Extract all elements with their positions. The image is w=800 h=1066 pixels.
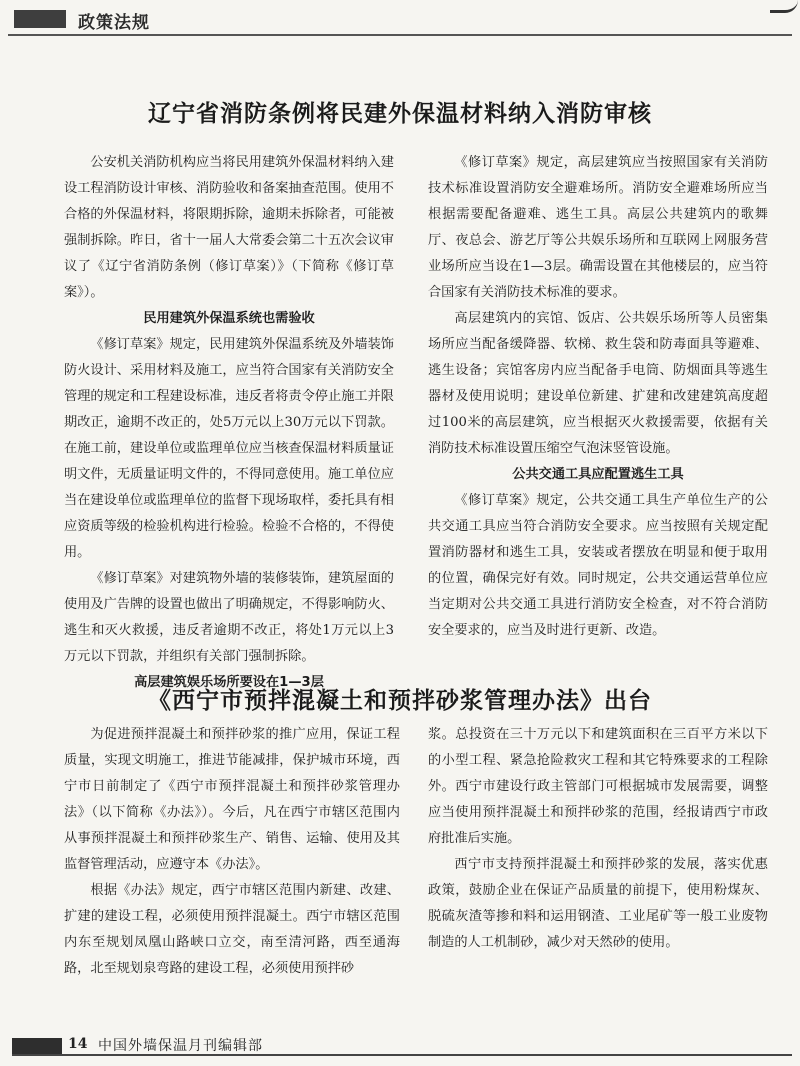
article1-column-left [64,150,394,696]
paragraph: 高层建筑内的宾馆、饭店、公共娱乐场所等人员密集场所应当配备缓降器、软梯、救生袋和防毒面具等避难、逃生设备；宾馆客房内应当配备手电筒、防烟面具等逃生器材及使用说明；建设单位新建、扩建和改建建筑高度超过100米的高层建筑，应当根据灭火救援需要，依据有关消防技术标准设置压缩空气泡沫竖管设施。 [428,311,768,456]
article1-title: 辽宁省消防条例将民建外保温材料纳入消防审核 [148,101,652,127]
paragraph: 《修订草案》规定，民用建筑外保温系统及外墙装饰防火设计、采用材料及施工，应当符合国家有关消防安全管理的规定和工程建设标准，违反者将责令停止施工并限期改正，逾期不改正的，处5万元以上30万元以下罚款。在施工前，建设单位或监理单位应当核查保温材料质量证明文件，无质量证明文件的，不得同意使用。施工单位应当在建设单位或监理单位的监督下现场取样，委托具有相应资质等级的检验机构进行检验。检验不合格的，不得使用。 [64,337,394,560]
paragraph: 西宁市支持预拌混凝土和预拌砂浆的发展，落实优惠政策，鼓励企业在保证产品质量的前提下，使用粉煤灰、脱硫灰渣等掺和料和运用钢渣、工业尾矿等一般工业废物制造的人工机制砂，减少对天然砂的使用。 [428,857,768,950]
subheading: 高层建筑娱乐场所要设在1—3层 [134,675,324,690]
subheading: 民用建筑外保温系统也需验收 [143,311,315,326]
corner-ornament [770,0,798,13]
page-number: 14 [68,1036,88,1052]
paragraph: 《修订草案》对建筑物外墙的装修装饰，建筑屋面的使用及广告牌的设置也做出了明确规定，不得影响防火、逃生和灭火救援，违反者逾期不改正，将处1万元以上3万元以下罚款，并组织有关部门强制拆除。 [64,571,394,664]
paragraph: 《修订草案》规定，高层建筑应当按照国家有关消防技术标准设置消防安全避难场所。消防安全避难场所应当根据需要配备避难、逃生工具。高层公共建筑内的歌舞厅、夜总会、游艺厅等公共娱乐场所和互联网上网服务营业场所应当设在1—3层。确需设置在其他楼层的，应当符合国家有关消防技术标准的要求。 [428,155,768,300]
paragraph: 《修订草案》规定，公共交通工具生产单位生产的公共交通工具应当符合消防安全要求。应当按照有关规定配置消防器材和逃生工具，安装或者摆放在明显和便于取用的位置，确保完好有效。同时规定，公共交通运营单位应当定期对公共交通工具进行消防安全检查，对不符合消防安全要求的，应当及时进行更新、改造。 [428,493,768,638]
footer-rule [12,1054,792,1056]
footer-block [12,1038,62,1054]
article2-title: 《西宁市预拌混凝土和预拌砂浆管理办法》出台 [148,688,652,714]
article1-column-right [428,150,768,644]
page-footer [8,1032,792,1058]
paragraph-continued: 浆。总投资在三十万元以下和建筑面积在三百平方米以下的小型工程、紧急抢险救灾工程和其它特殊要求的工程除外。西宁市建设行政主管部门可根据城市发展需要，调整应当使用预拌混凝土和预拌砂浆的范围，经报请西宁市政府批准后实施。 [428,727,768,846]
subheading: 公共交通工具应配置逃生工具 [512,467,684,482]
header-rule [8,34,792,36]
section-label: 政策法规 [78,13,150,33]
article2-column-left [64,722,400,982]
paragraph: 根据《办法》规定，西宁市辖区范围内新建、改建、扩建的建设工程，必须使用预拌混凝土。西宁市辖区范围内东至规划凤凰山路峡口立交，南至清河路，西至通海路，北至规划泉弯路的建设工程，必须使用预拌砂 [64,883,400,976]
paragraph: 为促进预拌混凝土和预拌砂浆的推广应用，保证工程质量，实现文明施工，推进节能减排，保护城市环境，西宁市日前制定了《西宁市预拌混凝土和预拌砂浆管理办法》（以下简称《办法》）。今后，凡在西宁市辖区范围内从事预拌混凝土和预拌砂浆生产、销售、运输、使用及其监督管理活动，应遵守本《办法》。 [64,727,400,872]
page-header [8,0,792,38]
publisher-name: 中国外墙保温月刊编辑部 [98,1038,263,1054]
article2-column-right [428,722,768,956]
paragraph: 公安机关消防机构应当将民用建筑外保温材料纳入建设工程消防设计审核、消防验收和备案抽查范围。使用不合格的外保温材料，将限期拆除，逾期未拆除者，可能被强制拆除。昨日，省十一届人大常委会第二十五次会议审议了《辽宁省消防条例（修订草案）》（下简称《修订草案》）。 [64,155,394,300]
header-block [14,10,66,28]
